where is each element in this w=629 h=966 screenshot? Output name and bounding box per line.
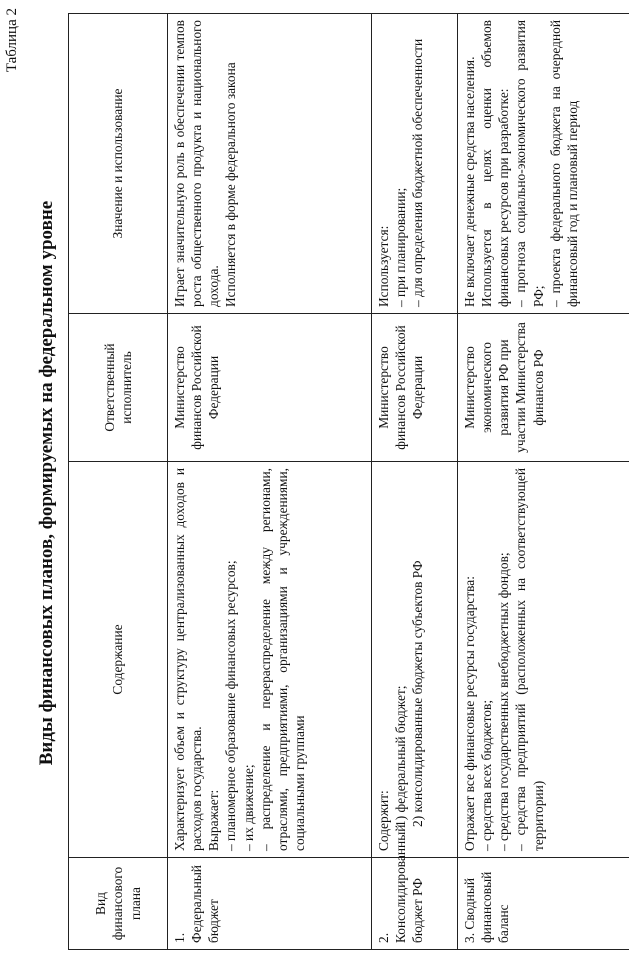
executor-cell: Министерство финансов Российской Федерации xyxy=(372,314,458,462)
content-line: Выражает: xyxy=(206,789,222,851)
usage-line: Исполняется в форме федерального закона xyxy=(223,62,239,307)
table-row xyxy=(372,14,458,950)
content-line: 2) консолидированные бюджеты субъектов РФ xyxy=(410,560,426,827)
usage-line: Играет значительную роль в обеспечении темпов роста общественного продукта и национального дохода. xyxy=(172,20,222,307)
table-row xyxy=(458,14,629,950)
content-line: Отражает все финансовые ресурсы государства: xyxy=(462,576,477,851)
financial-plans-table xyxy=(68,13,629,950)
executor-cell: Министерство финансов Российской Федерации xyxy=(168,314,372,462)
usage-line: – для определения бюджетной обеспеченности xyxy=(410,38,426,307)
header-executor: Ответственный исполнитель xyxy=(69,314,168,462)
table-row xyxy=(168,14,372,950)
usage-cell xyxy=(168,14,372,314)
usage-cell xyxy=(458,14,629,314)
executor-cell: Министерство экономического развития РФ при участии Министерства финансов РФ xyxy=(458,314,629,462)
content-line: – планомерное образование финансовых ресурсов; xyxy=(223,560,239,851)
content-line: – средства всех бюджетов; xyxy=(479,699,495,851)
usage-cell xyxy=(372,14,458,314)
plan-type-cell: 1. Федеральный бюджет xyxy=(168,858,372,950)
content-line: – средства государственных внебюджетных фондов; xyxy=(496,552,512,851)
plan-type-cell: 3. Сводный финансовый баланс xyxy=(458,858,629,950)
content-cell xyxy=(168,462,372,858)
header-content: Содержание xyxy=(69,462,168,858)
table-title: Виды финансовых планов, формируемых на федеральном уровне xyxy=(36,200,57,766)
header-row xyxy=(69,14,168,950)
content-line: 1) федеральный бюджет; xyxy=(393,685,409,827)
content-line: Содержит: xyxy=(376,790,391,851)
usage-line: – при планировании; xyxy=(393,187,409,307)
header-plan-type: Вид финансового плана xyxy=(69,858,168,950)
header-usage: Значение и использование xyxy=(69,14,168,314)
table-label: Таблица 2 xyxy=(4,8,20,73)
plan-type-cell: 2. Консолидированный бюджет РФ xyxy=(372,858,458,950)
content-line: – их движение; xyxy=(240,764,256,851)
content-line: Характеризует объем и структуру централизованных доходов и расходов государства. xyxy=(172,468,205,851)
usage-line: Не включает денежные средства населения. xyxy=(462,56,477,307)
usage-line: – прогноза социально-экономического развития РФ; xyxy=(513,20,546,307)
content-cell xyxy=(458,462,629,858)
content-line: – распределение и перераспределение между регионами, отраслями, предприятиями, организациями и учреждениями, социальными группами xyxy=(257,468,308,851)
content-line: – средства предприятий (расположенных на соответствующей территории) xyxy=(513,468,546,851)
usage-line: Используется: xyxy=(376,225,391,307)
usage-line: – проекта федерального бюджета на очередной финансовый год и плановый период xyxy=(547,20,580,307)
content-cell xyxy=(372,462,458,858)
usage-line: Используется в целях оценки объемов финансовых ресурсов при разработке: xyxy=(479,20,512,307)
